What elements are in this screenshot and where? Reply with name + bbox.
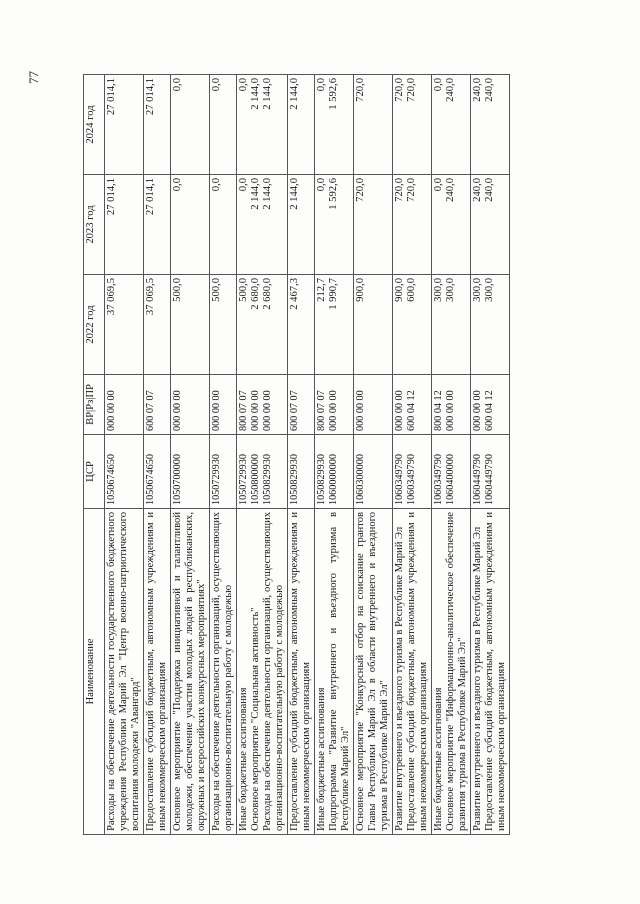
table-row	[171, 75, 210, 835]
row-codes-cell	[393, 375, 432, 435]
row-2022-text: 300,0	[484, 278, 495, 302]
row-2022-text: 37 069,5	[145, 278, 156, 316]
row-codes-cell	[171, 375, 210, 435]
row-2024-cell	[354, 75, 393, 175]
row-name-cell	[471, 509, 510, 835]
row-csr-text: 1050829930	[316, 454, 327, 505]
table-row	[315, 75, 354, 835]
row-2023-text: 240,0	[484, 178, 495, 202]
row-2024-text: 27 014,1	[106, 78, 117, 116]
table-header-row	[84, 75, 105, 835]
row-name-text: Расходы на обеспечение деятельности государственного бюджетного учреждения Республики Марий Эл "Центр военно-патриотического воспитания молодежи "Авангард"	[106, 512, 141, 831]
table-row	[210, 75, 237, 835]
row-name-cell	[315, 509, 354, 835]
row-csr-text: 1060349790	[406, 454, 417, 505]
header-pr: ПР	[85, 384, 96, 398]
row-csr-text: 1050829930	[262, 454, 273, 505]
row-2024-text: 2 144,0	[289, 78, 300, 110]
row-csr-text: 1060449790	[484, 454, 495, 505]
row-2024-cell	[171, 75, 210, 175]
row-codes-cell	[432, 375, 471, 435]
header-rz: Рз	[85, 399, 96, 410]
row-2023-text: 0,0	[238, 178, 249, 192]
row-name-text: Иные бюджетные ассигнования	[238, 687, 249, 831]
row-name-text: Иные бюджетные ассигнования	[433, 687, 444, 831]
row-name-cell	[432, 509, 471, 835]
row-codes-text: 000 00 00	[211, 390, 222, 431]
row-codes-text: 000 00 00	[472, 390, 483, 431]
table-row	[354, 75, 393, 835]
row-2024-text: 0,0	[316, 78, 327, 92]
row-name-text: Развитие внутреннего и въездного туризма в Республике Марий Эл	[394, 526, 405, 831]
row-2023-cell	[354, 175, 393, 275]
row-2022-text: 900,0	[394, 278, 405, 302]
table-row	[105, 75, 144, 835]
row-codes-text: 000 00 00	[250, 390, 261, 431]
row-2023-cell	[105, 175, 144, 275]
row-2023-text: 2 144,0	[262, 178, 273, 210]
row-2023-text: 27 014,1	[145, 178, 156, 216]
row-codes-cell	[237, 375, 288, 435]
row-2023-cell	[393, 175, 432, 275]
row-2024-text: 2 144,0	[250, 78, 261, 110]
table-row	[432, 75, 471, 835]
row-2024-text: 720,0	[355, 78, 366, 102]
row-2024-cell	[432, 75, 471, 175]
row-2023-cell	[432, 175, 471, 275]
row-name-text: Предоставление субсидий бюджетным, автономным учреждениям и иным некоммерческим организациям	[406, 512, 429, 831]
header-2022: 2022 год	[84, 275, 105, 375]
row-codes-cell	[288, 375, 315, 435]
row-csr-text: 1050729930	[238, 454, 249, 505]
row-codes-text: 000 00 00	[172, 390, 183, 431]
row-name-text: Подпрограмма "Развитие внутреннего и въездного туризма в Республике Марий Эл"	[328, 512, 351, 831]
row-2024-text: 1 592,6	[328, 78, 339, 110]
row-2024-text: 0,0	[211, 78, 222, 92]
row-name-text: Предоставление субсидий бюджетным, автономным учреждениям и иным некоммерческим организациям	[484, 512, 507, 831]
row-name-cell	[237, 509, 288, 835]
row-2024-text: 720,0	[394, 78, 405, 102]
row-2023-cell	[210, 175, 237, 275]
row-2022-cell	[210, 275, 237, 375]
row-2023-text: 720,0	[394, 178, 405, 202]
row-csr-cell	[354, 435, 393, 509]
table-row	[144, 75, 171, 835]
row-2024-text: 240,0	[445, 78, 456, 102]
row-csr-cell	[288, 435, 315, 509]
row-2024-cell	[288, 75, 315, 175]
row-csr-cell	[144, 435, 171, 509]
row-name-cell	[354, 509, 393, 835]
row-codes-cell	[144, 375, 171, 435]
row-2023-text: 0,0	[316, 178, 327, 192]
row-name-cell	[210, 509, 237, 835]
row-2024-text: 2 144,0	[262, 78, 273, 110]
row-csr-cell	[105, 435, 144, 509]
row-name-text: Предоставление субсидий бюджетным, автономным учреждениям и иным некоммерческим организациям	[145, 512, 168, 831]
row-csr-text: 1050800000	[250, 454, 261, 505]
row-codes-text: 800 07 07	[238, 390, 249, 431]
row-2024-cell	[144, 75, 171, 175]
row-2022-text: 300,0	[472, 278, 483, 302]
row-2022-text: 212,7	[316, 278, 327, 302]
table-body	[105, 75, 510, 835]
row-name-text: Иные бюджетные ассигнования	[316, 687, 327, 831]
row-codes-text: 600 07 07	[145, 390, 156, 431]
header-vr: ВР	[85, 411, 96, 425]
row-2024-text: 0,0	[172, 78, 183, 92]
row-2022-text: 37 069,5	[106, 278, 117, 316]
row-2023-text: 27 014,1	[106, 178, 117, 216]
row-csr-text: 1060349790	[394, 454, 405, 505]
row-2022-text: 600,0	[406, 278, 417, 302]
row-2022-cell	[432, 275, 471, 375]
row-2023-text: 0,0	[172, 178, 183, 192]
row-2024-cell	[393, 75, 432, 175]
row-codes-text: 600 04 12	[406, 390, 417, 431]
row-2023-text: 2 144,0	[289, 178, 300, 210]
table-row	[393, 75, 432, 835]
table-row	[471, 75, 510, 835]
row-2023-text: 720,0	[355, 178, 366, 202]
row-name-text: Основное мероприятие "Социальная активность"	[250, 607, 261, 831]
row-2022-text: 300,0	[433, 278, 444, 302]
row-csr-cell	[171, 435, 210, 509]
row-2022-cell	[144, 275, 171, 375]
row-name-cell	[144, 509, 171, 835]
row-2022-cell	[288, 275, 315, 375]
row-2022-text: 500,0	[211, 278, 222, 302]
row-2022-cell	[471, 275, 510, 375]
row-codes-cell	[471, 375, 510, 435]
row-2022-text: 900,0	[355, 278, 366, 302]
row-name-cell	[393, 509, 432, 835]
row-name-cell	[105, 509, 144, 835]
row-name-cell	[171, 509, 210, 835]
row-csr-cell	[210, 435, 237, 509]
row-2022-cell	[105, 275, 144, 375]
row-2024-cell	[210, 75, 237, 175]
row-2024-cell	[315, 75, 354, 175]
row-name-cell	[288, 509, 315, 835]
row-2023-cell	[237, 175, 288, 275]
row-2022-cell	[171, 275, 210, 375]
row-codes-text: 000 00 00	[355, 390, 366, 431]
header-vr-rz-pr: ВР|Рз|ПР	[84, 375, 105, 435]
row-csr-text: 1060449790	[472, 454, 483, 505]
row-codes-text: 000 00 00	[445, 390, 456, 431]
row-2023-text: 2 144,0	[250, 178, 261, 210]
row-2023-text: 240,0	[445, 178, 456, 202]
row-2024-text: 0,0	[238, 78, 249, 92]
row-2023-text: 1 592,6	[328, 178, 339, 210]
row-2022-cell	[237, 275, 288, 375]
row-csr-text: 1060300000	[355, 454, 366, 505]
row-2022-cell	[393, 275, 432, 375]
row-codes-text: 000 00 00	[106, 390, 117, 431]
row-codes-cell	[210, 375, 237, 435]
row-name-text: Расходы на обеспечение деятельности организаций, осуществляющих организационно-воспитательную работу с молодежью	[262, 512, 285, 831]
row-csr-text: 1050674650	[106, 454, 117, 505]
row-csr-text: 1050700000	[172, 454, 183, 505]
row-2024-text: 0,0	[433, 78, 444, 92]
row-2022-text: 300,0	[445, 278, 456, 302]
page-number: 77	[26, 71, 41, 84]
row-2022-cell	[354, 275, 393, 375]
row-2024-text: 240,0	[472, 78, 483, 102]
row-2023-cell	[171, 175, 210, 275]
row-2024-text: 27 014,1	[145, 78, 156, 116]
row-codes-text: 000 00 00	[328, 390, 339, 431]
row-name-text: Предоставление субсидий бюджетным, автономным учреждениям и иным некоммерческим организациям	[289, 512, 312, 831]
row-2024-cell	[237, 75, 288, 175]
row-codes-cell	[354, 375, 393, 435]
row-2023-cell	[315, 175, 354, 275]
row-2023-text: 240,0	[472, 178, 483, 202]
row-csr-text: 1050829930	[289, 454, 300, 505]
row-csr-text: 1050729930	[211, 454, 222, 505]
row-2022-text: 2 680,0	[250, 278, 261, 310]
row-codes-text: 800 04 12	[433, 390, 444, 431]
table-row	[237, 75, 288, 835]
row-csr-cell	[315, 435, 354, 509]
row-csr-text: 1050674650	[145, 454, 156, 505]
row-2022-text: 2 467,3	[289, 278, 300, 310]
header-2024: 2024 год	[84, 75, 105, 175]
row-csr-text: 1060400000	[445, 454, 456, 505]
budget-table	[83, 74, 510, 835]
row-name-text: Развитие внутреннего и въездного туризма в Республике Марий Эл	[472, 526, 483, 831]
row-2023-cell	[288, 175, 315, 275]
row-2023-cell	[471, 175, 510, 275]
row-2022-cell	[315, 275, 354, 375]
row-codes-text: 800 07 07	[316, 390, 327, 431]
row-csr-cell	[471, 435, 510, 509]
row-2022-text: 2 680,0	[262, 278, 273, 310]
row-codes-text: 600 04 12	[484, 390, 495, 431]
row-2024-text: 720,0	[406, 78, 417, 102]
rotated-table-container	[83, 75, 543, 835]
row-codes-cell	[105, 375, 144, 435]
row-name-text: Основное мероприятие "Конкурсный отбор на соискание грантов Главы Республики Марий Эл в области внутреннего и въездного туризма в Республике Марий Эл"	[355, 512, 390, 831]
row-2023-text: 0,0	[433, 178, 444, 192]
row-codes-cell	[315, 375, 354, 435]
row-2024-text: 240,0	[484, 78, 495, 102]
header-name: Наименование	[84, 509, 105, 835]
row-name-text: Расходы на обеспечение деятельности организаций, осуществляющих организационно-воспитательную работу с молодежью	[211, 512, 234, 831]
row-codes-text: 000 00 00	[394, 390, 405, 431]
row-csr-cell	[237, 435, 288, 509]
header-csr: ЦСР	[84, 435, 105, 509]
row-csr-text: 1060000000	[328, 454, 339, 505]
table-row	[288, 75, 315, 835]
row-2023-text: 0,0	[211, 178, 222, 192]
row-codes-text: 000 00 00	[262, 390, 273, 431]
row-name-text: Основное мероприятие "Поддержка инициативной и талантливой молодежи, обеспечение участия молодых людей в республиканских, окружных и всероссийских конкурсных мероприятиях"	[172, 512, 207, 831]
row-2024-cell	[471, 75, 510, 175]
row-csr-text: 1060349790	[433, 454, 444, 505]
row-2023-cell	[144, 175, 171, 275]
row-2022-text: 500,0	[238, 278, 249, 302]
row-2023-text: 720,0	[406, 178, 417, 202]
row-2024-cell	[105, 75, 144, 175]
header-2023: 2023 год	[84, 175, 105, 275]
row-2022-text: 1 990,7	[328, 278, 339, 310]
row-codes-text: 600 07 07	[289, 390, 300, 431]
row-2022-text: 500,0	[172, 278, 183, 302]
row-csr-cell	[393, 435, 432, 509]
row-name-text: Основное мероприятие "Информационно-аналитическое обеспечение развития туризма в Республике Марий Эл"	[445, 512, 468, 831]
row-csr-cell	[432, 435, 471, 509]
